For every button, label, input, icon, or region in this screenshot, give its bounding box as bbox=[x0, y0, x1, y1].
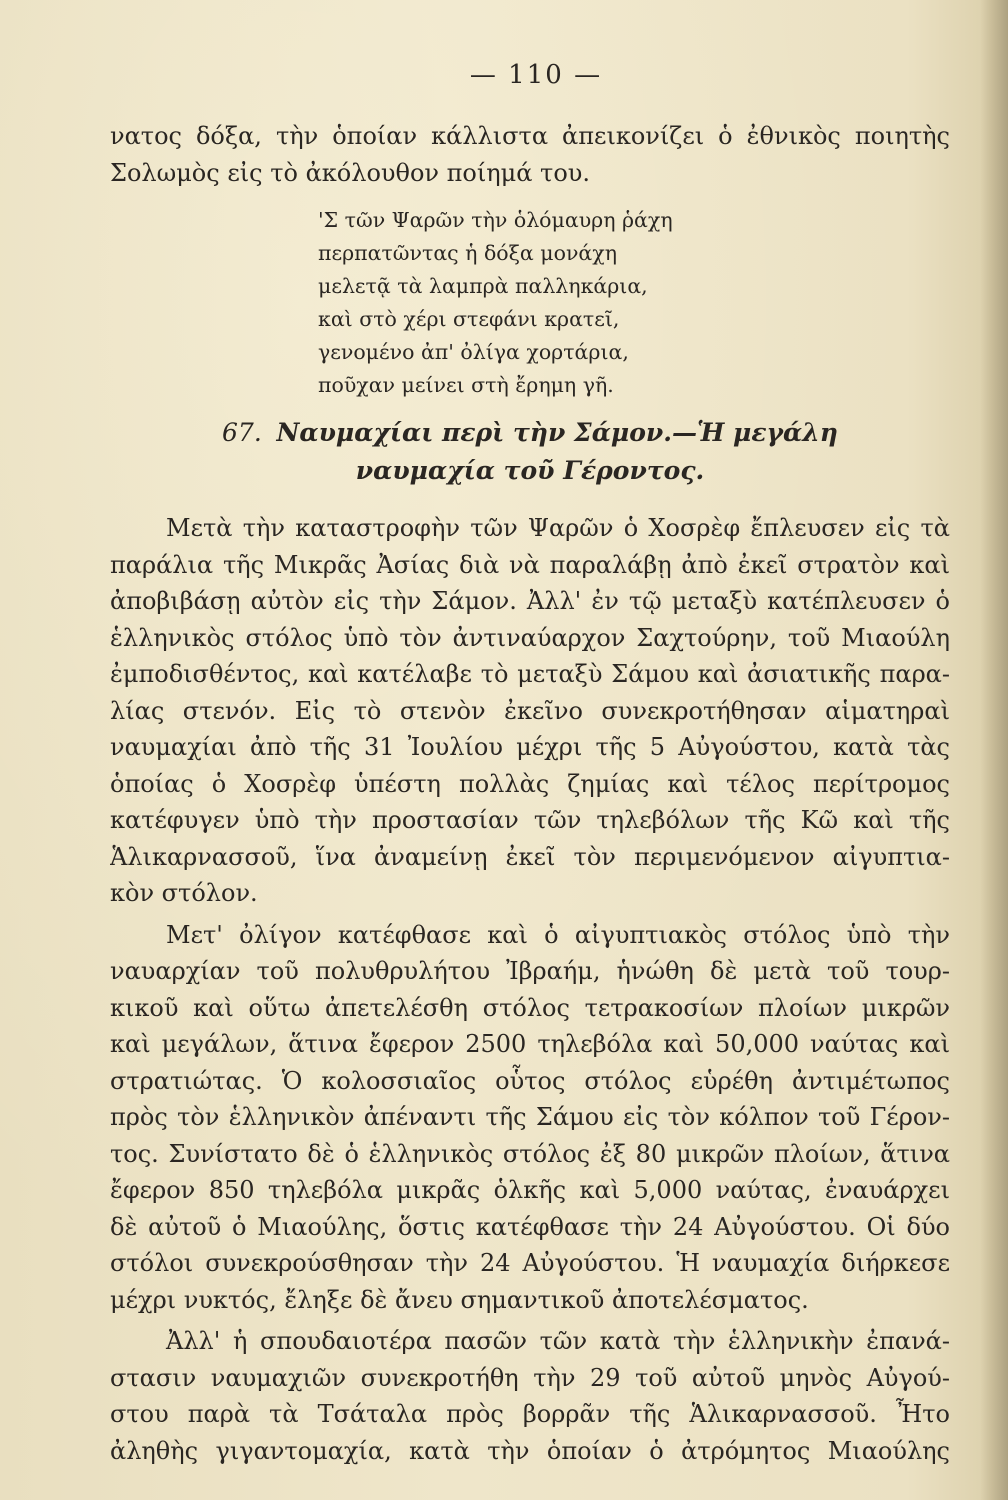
poem-line: καὶ στὸ χέρι στεφάνι κρατεῖ, bbox=[318, 307, 620, 331]
poem-line: ποῦχαν μείνει στὴ ἔρημη γῆ. bbox=[318, 373, 614, 397]
intro-line: νατος δόξα, τὴν ὁποίαν κάλλιστα ἀπεικονίζει ὁ ἐθνικὸς ποιητὴς bbox=[110, 122, 950, 150]
paragraph-line: στασιν ναυμαχιῶν συνεκροτήθη τὴν 29 τοῦ αὐτοῦ μηνὸς Αὐγού- bbox=[110, 1363, 950, 1392]
page-edge-shadow bbox=[980, 0, 1008, 1500]
poem-line: περπατῶντας ἡ δόξα μονάχη bbox=[318, 241, 617, 265]
paragraph-line: στόλοι συνεκρούσθησαν τὴν 24 Αὐγούστου. Ἡ ναυμαχία διήρκεσε bbox=[110, 1249, 950, 1277]
poem-line: γενομένο ἀπ' ὀλίγα χορτάρια, bbox=[318, 340, 629, 364]
paragraph-line: ἔφερον 850 τηλεβόλα μικρᾶς ὁλκῆς καὶ 5,000 ναύτας, ἐναυάρχει bbox=[110, 1176, 950, 1204]
section-title-part-1: Ναυμαχίαι περὶ τὴν Σάμον.—Ἡ μεγάλη bbox=[276, 418, 838, 447]
paragraph-line: τος. Συνίστατο δὲ ὁ ἑλληνικὸς στόλος ἐξ 80 μικρῶν πλοίων, ἅτινα bbox=[110, 1139, 950, 1168]
paragraph-line: ναυμαχίαι ἀπὸ τῆς 31 Ἰουλίου μέχρι τῆς 5 Αὐγούστου, κατὰ τὰς bbox=[110, 733, 950, 761]
section-heading-line-1 bbox=[110, 414, 950, 452]
section-heading bbox=[110, 414, 950, 490]
section-title-part-2: ναυμαχία τοῦ Γέροντος. bbox=[355, 456, 705, 485]
paragraph-line: λίας στενόν. Εἰς τὸ στενὸν ἐκεῖνο συνεκροτήθησαν αἱματηραὶ bbox=[110, 696, 950, 725]
section-number: 67. bbox=[222, 418, 262, 447]
intro-line: Σολωμὸς εἰς τὸ ἀκόλουθον ποίημά του. bbox=[110, 158, 590, 187]
paragraph-line: ἀποβιβάσῃ αὐτὸν εἰς τὴν Σάμον. Ἀλλ' ἐν τῷ μεταξὺ κατέπλευσεν ὁ bbox=[110, 587, 950, 615]
paragraph-line: στου παρὰ τὰ Τσάταλα πρὸς βορρᾶν τῆς Ἁλικαρνασσοῦ. Ἦτο bbox=[110, 1400, 950, 1428]
paragraph-line: κικοῦ καὶ οὕτω ἀπετελέσθη στόλος τετρακοσίων πλοίων μικρῶν bbox=[110, 993, 950, 1022]
paragraph-line: στρατιώτας. Ὁ κολοσσιαῖος οὗτος στόλος εὑρέθη ἀντιμέτωπος bbox=[110, 1066, 950, 1095]
poem bbox=[318, 204, 758, 402]
paragraph-line: μέχρι νυκτός, ἔληξε δὲ ἄνευ σημαντικοῦ ἀποτελέσματος. bbox=[110, 1285, 809, 1314]
paragraph-line: ἀληθὴς γιγαντομαχία, κατὰ τὴν ὁποίαν ὁ ἀτρόμητος Μιαούλης bbox=[110, 1436, 950, 1465]
paragraph-line: πρὸς τὸν ἑλληνικὸν ἀπέναντι τῆς Σάμου εἰς τὸν κόλπον τοῦ Γέρον- bbox=[110, 1103, 950, 1131]
page-number: — 110 — bbox=[469, 60, 603, 90]
paragraph-line: ἐμποδισθέντος, καὶ κατέλαβε τὸ μεταξὺ Σάμου καὶ ἀσιατικῆς παρα- bbox=[110, 660, 950, 688]
paragraph-line: Μετὰ τὴν καταστροφὴν τῶν Ψαρῶν ὁ Χοσρὲφ ἔπλευσεν εἰς τὰ bbox=[166, 514, 950, 542]
paragraph-line: Ἁλικαρνασσοῦ, ἵνα ἀναμείνῃ ἐκεῖ τὸν περιμενόμενον αἰγυπτια- bbox=[110, 842, 950, 871]
paragraph-line: παράλια τῆς Μικρᾶς Ἀσίας διὰ νὰ παραλάβῃ ἀπὸ ἐκεῖ στρατὸν καὶ bbox=[110, 550, 950, 579]
paragraph bbox=[110, 510, 950, 912]
paragraph-line: Μετ' ὀλίγον κατέφθασε καὶ ὁ αἰγυπτιακὸς στόλος ὑπὸ τὴν bbox=[166, 920, 950, 949]
paragraph bbox=[110, 917, 950, 1319]
paragraph-line: κὸν στόλον. bbox=[110, 879, 258, 907]
paragraph-line: Ἀλλ' ἡ σπουδαιοτέρα πασῶν τῶν κατὰ τὴν ἑλληνικὴν ἐπανά- bbox=[166, 1327, 950, 1355]
paragraph-line: ναυαρχίαν τοῦ πολυθρυλήτου Ἰβραήμ, ἡνώθη δὲ μετὰ τοῦ τουρ- bbox=[110, 957, 950, 985]
section-body bbox=[110, 510, 950, 1469]
poem-line: 'Σ τῶν Ψαρῶν τὴν ὁλόμαυρη ῥάχη bbox=[318, 208, 673, 232]
paragraph-line: κατέφυγεν ὑπὸ τὴν προστασίαν τῶν τηλεβόλων τῆς Κῶ καὶ τῆς bbox=[110, 806, 950, 834]
paragraph-line: καὶ μεγάλων, ἅτινα ἔφερον 2500 τηλεβόλα καὶ 50,000 ναύτας καὶ bbox=[110, 1030, 950, 1058]
paragraph-line: δὲ αὐτοῦ ὁ Μιαούλης, ὅστις κατέφθασε τὴν 24 Αὐγούστου. Οἱ δύο bbox=[110, 1212, 950, 1241]
intro-text bbox=[110, 118, 950, 191]
paragraph-line: ἑλληνικὸς στόλος ὑπὸ τὸν ἀντιναύαρχον Σαχτούρην, τοῦ Μιαούλη bbox=[110, 623, 950, 652]
paragraph bbox=[110, 1323, 950, 1469]
paragraph-line: ὁποίας ὁ Χοσρὲφ ὑπέστη πολλὰς ζημίας καὶ τέλος περίτρομος bbox=[110, 769, 950, 798]
poem-line: μελετᾷ τὰ λαμπρὰ παλληκάρια, bbox=[318, 274, 648, 298]
